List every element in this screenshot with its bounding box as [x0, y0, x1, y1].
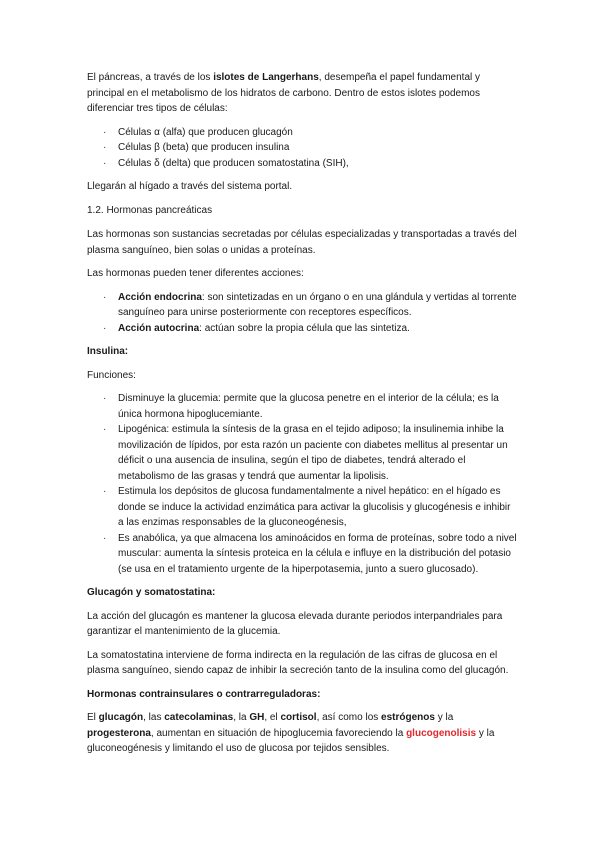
cell-types-list	[87, 125, 517, 172]
list-item: · Células α (alfa) que producen glucagón	[87, 125, 517, 141]
insulina-heading: Insulina:	[87, 346, 129, 357]
glucagon-heading: Glucagón y somatostatina:	[87, 587, 216, 598]
section-heading: 1.2. Hormonas pancreáticas	[87, 204, 213, 216]
list-item: · Acción autocrina: actúan sobre la propia célula que las sintetiza.	[87, 321, 517, 337]
portal-paragraph: Llegarán al hígado a través del sistema portal.	[87, 181, 293, 192]
funciones-list	[87, 391, 517, 577]
list-item: · Células δ (delta) que producen somatostatina (SIH),	[87, 156, 517, 172]
funciones-label: Funciones:	[87, 369, 136, 381]
list-item: · Acción endocrina: son sintetizadas en un órgano o en una glándula y vertidas al torrente sanguíneo para unirse posteriormente con receptores específicos.	[87, 290, 517, 321]
intro-paragraph: El páncreas, a través de los islotes de Langerhans, desempeña el papel fundamental y principal en el metabolismo de los hidratos de carbono. Dentro de estos islotes podemos diferenciar tres tipos de células:	[87, 72, 481, 114]
list-item: · Células β (beta) que producen insulina	[87, 140, 517, 156]
list-item: · Es anabólica, ya que almacena los aminoácidos en forma de proteínas, sobre todo a nivel muscular: aumenta la síntesis proteica en la célula e influye en la distribución del potasio (se usa en el tratamiento urgente de la hiperpotasemia, junto a suero glucosado).	[87, 531, 517, 578]
list-item: · Disminuye la glucemia: permite que la glucosa penetre en el interior de la célula; es la única hormona hipoglucemiante.	[87, 391, 517, 422]
islotes-term: islotes de Langerhans	[213, 72, 319, 83]
list-item: · Estimula los depósitos de glucosa fundamentalmente a nivel hepático: en el hígado es donde se induce la actividad enzimática para activar la glucolisis y glucogénesis e inhibir a las enzimas responsables de la gluconeogénesis,	[87, 484, 517, 531]
list-item: · Lipogénica: estimula la síntesis de la grasa en el tejido adiposo; la insulinemia inhibe la movilización de lípidos, por esta razón un paciente con diabetes mellitus al presentar un déficit o una ausencia de insulina, según el tipo de diabetes, tendrá alterado el metabolismo de las grasas y tendrá que aumentar la lipolisis.	[87, 422, 517, 484]
glucogenolisis-highlight: glucogenolisis	[406, 727, 477, 739]
contra-heading: Hormonas contrainsulares o contrarreguladoras:	[87, 688, 321, 700]
actions-list	[87, 290, 517, 337]
definition-paragraph: Las hormonas son sustancias secretadas por células especializadas y transportadas a través del plasma sanguíneo, bien solas o unidas a proteínas.	[87, 229, 517, 256]
contra-paragraph: El glucagón, las catecolaminas, la GH, el cortisol, así como los estrógenos y la progesterona, aumentan en situación de hipoglucemia favoreciendo la glucogenolisis y la gluconeogénesis y limitando el uso de glucosa por tejidos sensibles.	[87, 712, 495, 754]
document-page	[87, 70, 517, 765]
glucagon-paragraph: La acción del glucagón es mantener la glucosa elevada durante periodos interpandriales para garantizar el mantenimiento de la glucemia.	[87, 610, 503, 637]
somatostatina-paragraph: La somatostatina interviene de forma indirecta en la regulación de las cifras de glucosa en el plasma sanguíneo, siendo capaz de inhibir la secreción tanto de la insulina como del glucagón.	[87, 649, 509, 676]
actions-intro: Las hormonas pueden tener diferentes acciones:	[87, 268, 304, 279]
